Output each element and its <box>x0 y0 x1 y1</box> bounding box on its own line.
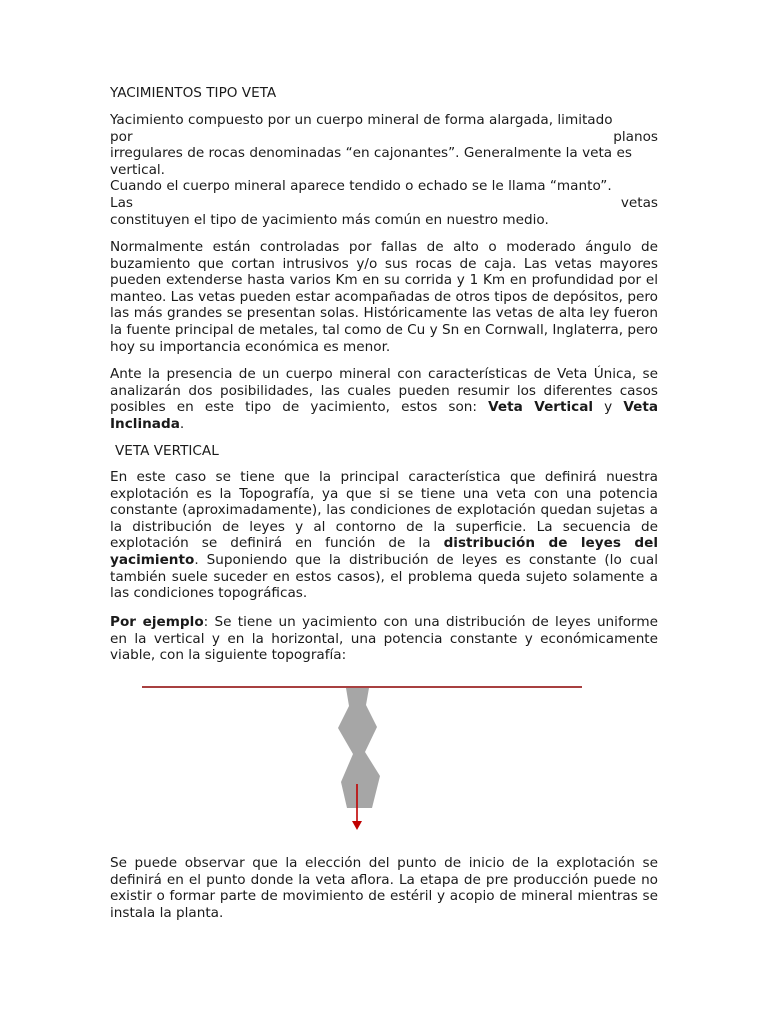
intro-line-3: irregulares de rocas denominadas “en cajonantes”. Generalmente la veta es <box>110 145 632 162</box>
intro-line-6-left: Las <box>110 194 133 211</box>
paragraph-fallas: Normalmente están controladas por fallas de alto o moderado ángulo de buzamiento que cortan intrusivos y/o sus rocas de caja. Las vetas mayores pueden extenderse hasta varios Km en su corrida y 1 Km en profundidad por el manteo. Las vetas pueden estar acompañadas de otros tipos de depósitos, pero las más grandes se presentan solas. Históricamente las vetas de alta ley fueron la fuente principal de metales, tal como de Cu y Sn en Cornwall, Inglaterra, pero hoy su importancia económica es menor. <box>110 239 658 355</box>
heading-text: VETA VERTICAL <box>115 443 219 459</box>
vertical-vein <box>338 688 380 808</box>
paragraph-observar: Se puede observar que la elección del punto de inicio de la explotación se definirá en el punto donde la veta aflora. La etapa de pre producción puede no existir o formar parte de movimiento de estéril y acopio de mineral mientras se instala la planta. <box>110 855 658 921</box>
intro-line-6-right: vetas <box>620 194 658 211</box>
bold-distribucion-leyes: distribución de leyes del yacimiento <box>110 535 658 568</box>
paragraph-caso-text-2: . Suponiendo que la distribución de leyes es constante (lo cual también suele suceder en estos casos), el problema queda sujeto solamente a las condiciones topográficas. <box>110 551 658 602</box>
intro-line-2-left: por <box>110 128 133 145</box>
intro-line-5: Cuando el cuerpo mineral aparece tendido o echado se le llama “manto”. <box>110 178 612 195</box>
intro-line-4: vertical. <box>110 161 166 178</box>
intro-line-2-right: planos <box>613 128 658 145</box>
connector-y: y <box>593 399 624 416</box>
bold-por-ejemplo: Por ejemplo <box>110 614 204 630</box>
paragraph-presencia-text: Ante la presencia de un cuerpo mineral con características de Veta Única, se analizarán dos posibilidades, las cuales pueden resumir los diferentes casos posibles en este tipo de yacimiento, estos son: <box>110 366 658 416</box>
depth-arrow-head <box>352 821 362 830</box>
paragraph-caso-text-1: En este caso se tiene que la principal característica que definirá nuestra explotación es la Topografía, ya que si se tiene una veta con una potencia constante (aproximadamente), las condiciones de explotación quedan sujetas a la distribución de leyes y al contorno de la superficie. La secuencia de explotación se definirá en función de la <box>110 469 658 552</box>
title-text: YACIMIENTOS TIPO VETA <box>110 85 277 101</box>
bold-veta-inclinada: Veta Inclinada <box>110 399 659 432</box>
intro-line-1: Yacimiento compuesto por un cuerpo mineral de forma alargada, limitado <box>110 112 613 128</box>
paragraph-ejemplo-text: : Se tiene un yacimiento con una distribución de leyes uniforme en la vertical y en la horizontal, una potencia constante y económicamente viable, con la siguiente topografía: <box>110 614 659 664</box>
bold-veta-vertical: Veta Vertical <box>488 399 594 416</box>
intro-line-7: constituyen el tipo de yacimiento más común en nuestro medio. <box>110 211 549 228</box>
period: . <box>179 415 185 432</box>
